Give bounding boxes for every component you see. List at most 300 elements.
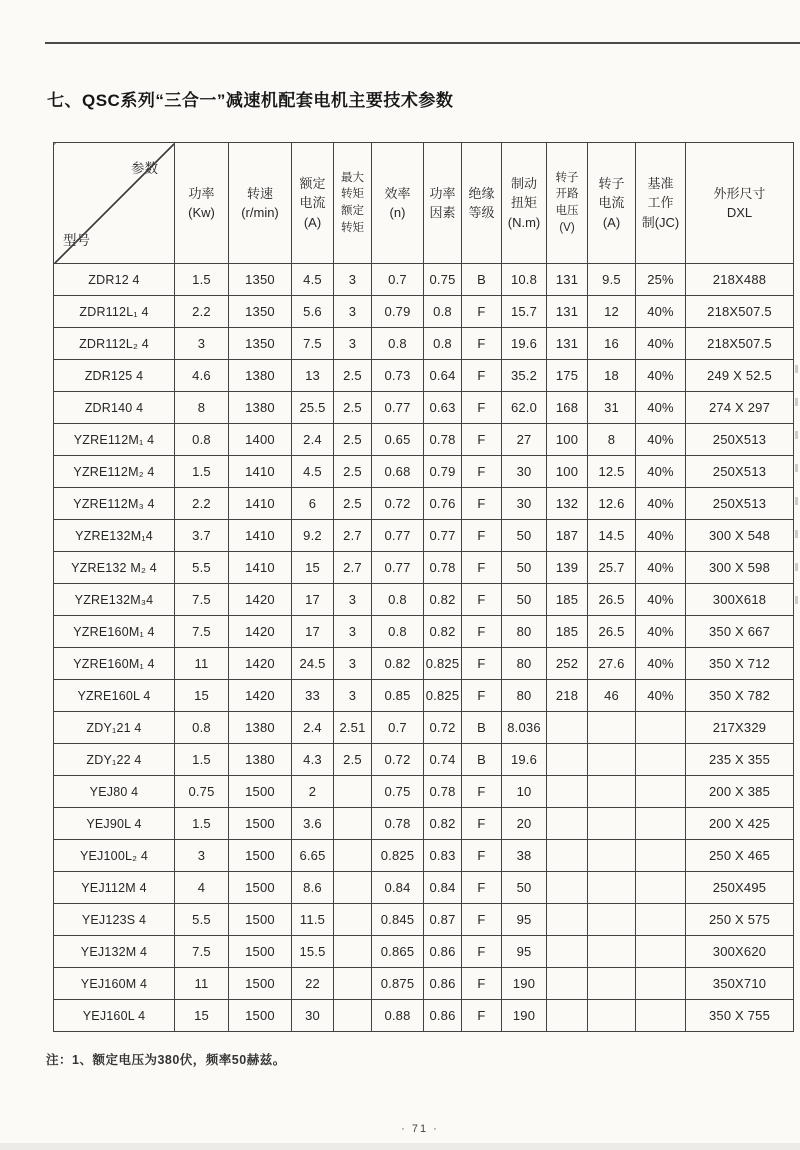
- value-cell: 18: [588, 360, 636, 392]
- value-cell: 0.79: [424, 456, 462, 488]
- value-cell: 31: [588, 392, 636, 424]
- value-cell: 25.7: [588, 552, 636, 584]
- value-cell: 33: [292, 680, 334, 712]
- model-cell: YZRE160M₁ 4: [54, 648, 175, 680]
- value-cell: 24.5: [292, 648, 334, 680]
- value-cell: 1.5: [175, 744, 229, 776]
- value-cell: 0.79: [372, 296, 424, 328]
- value-cell: 0.8: [372, 584, 424, 616]
- value-cell: 2.4: [292, 424, 334, 456]
- table-row: [54, 392, 794, 424]
- value-cell: 2.5: [334, 456, 372, 488]
- value-cell: 50: [502, 872, 547, 904]
- value-cell: 175: [547, 360, 588, 392]
- value-cell: [547, 1000, 588, 1032]
- value-cell: 0.75: [424, 264, 462, 296]
- value-cell: 0.825: [424, 680, 462, 712]
- value-cell: [588, 936, 636, 968]
- value-cell: 2.2: [175, 296, 229, 328]
- value-cell: 3: [334, 264, 372, 296]
- table-row: [54, 552, 794, 584]
- value-cell: 2.5: [334, 424, 372, 456]
- value-cell: 350 X 667: [686, 616, 794, 648]
- value-cell: 1420: [229, 584, 292, 616]
- value-cell: 168: [547, 392, 588, 424]
- value-cell: 30: [502, 456, 547, 488]
- value-cell: 0.8: [175, 712, 229, 744]
- value-cell: [334, 840, 372, 872]
- model-cell: ZDR125 4: [54, 360, 175, 392]
- model-cell: ZDR12 4: [54, 264, 175, 296]
- table-header-row: [54, 143, 794, 264]
- table-row: [54, 776, 794, 808]
- value-cell: 17: [292, 616, 334, 648]
- value-cell: 1380: [229, 392, 292, 424]
- value-cell: 10: [502, 776, 547, 808]
- value-cell: 3.6: [292, 808, 334, 840]
- value-cell: [547, 712, 588, 744]
- value-cell: [588, 872, 636, 904]
- value-cell: 0.7: [372, 264, 424, 296]
- table-row: [54, 904, 794, 936]
- value-cell: 2.5: [334, 360, 372, 392]
- value-cell: 38: [502, 840, 547, 872]
- column-header: 额定 电流 (A): [292, 143, 334, 264]
- value-cell: 19.6: [502, 328, 547, 360]
- value-cell: 2.4: [292, 712, 334, 744]
- value-cell: 2: [292, 776, 334, 808]
- table-row: [54, 488, 794, 520]
- value-cell: 187: [547, 520, 588, 552]
- page-bottom-shadow: [0, 1143, 800, 1150]
- value-cell: [588, 904, 636, 936]
- value-cell: 40%: [636, 552, 686, 584]
- value-cell: 2.7: [334, 552, 372, 584]
- value-cell: 15.7: [502, 296, 547, 328]
- value-cell: [547, 904, 588, 936]
- value-cell: 8: [588, 424, 636, 456]
- model-cell: YEJ160L 4: [54, 1000, 175, 1032]
- column-header: 外形尺寸 DXL: [686, 143, 794, 264]
- value-cell: 0.8: [424, 296, 462, 328]
- value-cell: 0.72: [372, 744, 424, 776]
- value-cell: 200 X 425: [686, 808, 794, 840]
- value-cell: 1500: [229, 776, 292, 808]
- value-cell: 11: [175, 648, 229, 680]
- value-cell: 15: [175, 680, 229, 712]
- model-cell: YEJ80 4: [54, 776, 175, 808]
- value-cell: 185: [547, 616, 588, 648]
- page-number: · 71 ·: [401, 1123, 439, 1135]
- model-cell: ZDR112L₁ 4: [54, 296, 175, 328]
- value-cell: [588, 968, 636, 1000]
- table-row: [54, 520, 794, 552]
- value-cell: 95: [502, 904, 547, 936]
- value-cell: [636, 744, 686, 776]
- model-cell: YZRE160L 4: [54, 680, 175, 712]
- value-cell: [636, 840, 686, 872]
- value-cell: 7.5: [175, 936, 229, 968]
- value-cell: 1350: [229, 328, 292, 360]
- value-cell: 40%: [636, 616, 686, 648]
- value-cell: 11.5: [292, 904, 334, 936]
- value-cell: 300X618: [686, 584, 794, 616]
- value-cell: F: [462, 424, 502, 456]
- model-cell: YZRE132M₃4: [54, 584, 175, 616]
- value-cell: 2.5: [334, 392, 372, 424]
- value-cell: F: [462, 584, 502, 616]
- table-row: [54, 648, 794, 680]
- value-cell: 40%: [636, 296, 686, 328]
- value-cell: 40%: [636, 424, 686, 456]
- value-cell: [334, 936, 372, 968]
- value-cell: 17: [292, 584, 334, 616]
- value-cell: [547, 872, 588, 904]
- value-cell: 1400: [229, 424, 292, 456]
- value-cell: 6: [292, 488, 334, 520]
- value-cell: 25.5: [292, 392, 334, 424]
- value-cell: 1380: [229, 744, 292, 776]
- value-cell: 218X488: [686, 264, 794, 296]
- value-cell: 218: [547, 680, 588, 712]
- value-cell: 4.3: [292, 744, 334, 776]
- value-cell: [334, 1000, 372, 1032]
- value-cell: 95: [502, 936, 547, 968]
- table-row: [54, 424, 794, 456]
- value-cell: 0.72: [372, 488, 424, 520]
- value-cell: 5.5: [175, 904, 229, 936]
- model-cell: YEJ123S 4: [54, 904, 175, 936]
- model-cell: ZDR140 4: [54, 392, 175, 424]
- spec-table: [53, 142, 794, 1032]
- value-cell: 0.64: [424, 360, 462, 392]
- value-cell: 14.5: [588, 520, 636, 552]
- table-row: [54, 744, 794, 776]
- value-cell: 40%: [636, 360, 686, 392]
- value-cell: 1420: [229, 648, 292, 680]
- model-cell: YEJ90L 4: [54, 808, 175, 840]
- value-cell: 1380: [229, 712, 292, 744]
- value-cell: [547, 936, 588, 968]
- value-cell: [547, 808, 588, 840]
- value-cell: 0.86: [424, 936, 462, 968]
- value-cell: 131: [547, 296, 588, 328]
- value-cell: 7.5: [175, 584, 229, 616]
- value-cell: [588, 840, 636, 872]
- value-cell: 0.825: [424, 648, 462, 680]
- value-cell: 190: [502, 968, 547, 1000]
- value-cell: 0.75: [175, 776, 229, 808]
- value-cell: 0.82: [424, 584, 462, 616]
- value-cell: 2.7: [334, 520, 372, 552]
- value-cell: 0.82: [424, 616, 462, 648]
- value-cell: 250 X 575: [686, 904, 794, 936]
- value-cell: 0.8: [372, 328, 424, 360]
- value-cell: 0.83: [424, 840, 462, 872]
- value-cell: 249 X 52.5: [686, 360, 794, 392]
- value-cell: 0.845: [372, 904, 424, 936]
- value-cell: 13: [292, 360, 334, 392]
- value-cell: [588, 712, 636, 744]
- value-cell: 0.74: [424, 744, 462, 776]
- value-cell: 7.5: [292, 328, 334, 360]
- footnote: 注：1、额定电压为380伏，频率50赫兹。: [46, 1053, 286, 1067]
- value-cell: 0.65: [372, 424, 424, 456]
- value-cell: 0.78: [424, 776, 462, 808]
- value-cell: 0.78: [372, 808, 424, 840]
- value-cell: 15.5: [292, 936, 334, 968]
- value-cell: 1410: [229, 488, 292, 520]
- value-cell: [547, 744, 588, 776]
- table-row: [54, 296, 794, 328]
- model-cell: ZDY₁21 4: [54, 712, 175, 744]
- value-cell: 100: [547, 424, 588, 456]
- model-cell: YEJ100L₂ 4: [54, 840, 175, 872]
- value-cell: 3: [334, 616, 372, 648]
- table-row: [54, 968, 794, 1000]
- value-cell: B: [462, 264, 502, 296]
- value-cell: 3: [334, 648, 372, 680]
- value-cell: 16: [588, 328, 636, 360]
- value-cell: [588, 776, 636, 808]
- value-cell: 139: [547, 552, 588, 584]
- column-header: 制动 扭矩 (N.m): [502, 143, 547, 264]
- value-cell: 0.77: [372, 552, 424, 584]
- value-cell: 218X507.5: [686, 328, 794, 360]
- value-cell: 1350: [229, 296, 292, 328]
- value-cell: 80: [502, 680, 547, 712]
- value-cell: [547, 968, 588, 1000]
- value-cell: B: [462, 712, 502, 744]
- table-row: [54, 808, 794, 840]
- spec-table-container: [53, 142, 794, 1032]
- value-cell: 1500: [229, 808, 292, 840]
- value-cell: 80: [502, 648, 547, 680]
- model-cell: YEJ112M 4: [54, 872, 175, 904]
- value-cell: 217X329: [686, 712, 794, 744]
- value-cell: 300X620: [686, 936, 794, 968]
- value-cell: 3: [334, 584, 372, 616]
- value-cell: 4.6: [175, 360, 229, 392]
- value-cell: [334, 968, 372, 1000]
- value-cell: F: [462, 488, 502, 520]
- value-cell: 80: [502, 616, 547, 648]
- value-cell: 350 X 712: [686, 648, 794, 680]
- column-header: 转速 (r/min): [229, 143, 292, 264]
- value-cell: [588, 1000, 636, 1032]
- value-cell: 4.5: [292, 456, 334, 488]
- value-cell: 3: [334, 296, 372, 328]
- value-cell: 1500: [229, 872, 292, 904]
- column-header: 转子 电流 (A): [588, 143, 636, 264]
- value-cell: F: [462, 328, 502, 360]
- table-row: [54, 360, 794, 392]
- value-cell: 2.2: [175, 488, 229, 520]
- value-cell: F: [462, 872, 502, 904]
- value-cell: 0.82: [372, 648, 424, 680]
- top-horizontal-rule: [45, 42, 800, 44]
- value-cell: 250X513: [686, 424, 794, 456]
- value-cell: 50: [502, 520, 547, 552]
- value-cell: [636, 776, 686, 808]
- value-cell: [334, 808, 372, 840]
- value-cell: 0.77: [372, 520, 424, 552]
- value-cell: 200 X 385: [686, 776, 794, 808]
- value-cell: 218X507.5: [686, 296, 794, 328]
- value-cell: F: [462, 296, 502, 328]
- value-cell: 8: [175, 392, 229, 424]
- value-cell: 0.7: [372, 712, 424, 744]
- value-cell: [334, 872, 372, 904]
- value-cell: 1420: [229, 680, 292, 712]
- value-cell: 300 X 598: [686, 552, 794, 584]
- value-cell: 1500: [229, 904, 292, 936]
- table-row: [54, 616, 794, 648]
- value-cell: F: [462, 776, 502, 808]
- column-header: 转子 开路 电压 (V): [547, 143, 588, 264]
- model-cell: YZRE132 M₂ 4: [54, 552, 175, 584]
- corner-header-cell: [54, 143, 175, 264]
- value-cell: [547, 840, 588, 872]
- value-cell: 8.036: [502, 712, 547, 744]
- value-cell: 0.8: [424, 328, 462, 360]
- value-cell: 0.87: [424, 904, 462, 936]
- value-cell: F: [462, 456, 502, 488]
- value-cell: F: [462, 552, 502, 584]
- value-cell: 0.77: [424, 520, 462, 552]
- value-cell: [547, 776, 588, 808]
- model-cell: YZRE160M₁ 4: [54, 616, 175, 648]
- value-cell: 0.875: [372, 968, 424, 1000]
- value-cell: 250X513: [686, 456, 794, 488]
- column-header: 功率 (Kw): [175, 143, 229, 264]
- value-cell: [636, 936, 686, 968]
- value-cell: 185: [547, 584, 588, 616]
- value-cell: 2.5: [334, 744, 372, 776]
- value-cell: 1.5: [175, 456, 229, 488]
- value-cell: 100: [547, 456, 588, 488]
- value-cell: 12.6: [588, 488, 636, 520]
- value-cell: 300 X 548: [686, 520, 794, 552]
- value-cell: [588, 808, 636, 840]
- value-cell: 35.2: [502, 360, 547, 392]
- value-cell: 40%: [636, 648, 686, 680]
- value-cell: 0.75: [372, 776, 424, 808]
- value-cell: 27: [502, 424, 547, 456]
- value-cell: 12: [588, 296, 636, 328]
- table-row: [54, 584, 794, 616]
- value-cell: 1500: [229, 968, 292, 1000]
- value-cell: 40%: [636, 488, 686, 520]
- model-cell: YZRE112M₂ 4: [54, 456, 175, 488]
- model-cell: YEJ132M 4: [54, 936, 175, 968]
- value-cell: F: [462, 936, 502, 968]
- value-cell: 5.6: [292, 296, 334, 328]
- value-cell: 1410: [229, 552, 292, 584]
- value-cell: F: [462, 1000, 502, 1032]
- value-cell: F: [462, 840, 502, 872]
- value-cell: [334, 776, 372, 808]
- value-cell: 350 X 755: [686, 1000, 794, 1032]
- value-cell: 0.86: [424, 1000, 462, 1032]
- value-cell: 0.82: [424, 808, 462, 840]
- value-cell: F: [462, 680, 502, 712]
- value-cell: 15: [292, 552, 334, 584]
- value-cell: F: [462, 648, 502, 680]
- value-cell: F: [462, 392, 502, 424]
- model-cell: YZRE112M₃ 4: [54, 488, 175, 520]
- value-cell: 26.5: [588, 616, 636, 648]
- value-cell: 4: [175, 872, 229, 904]
- value-cell: 15: [175, 1000, 229, 1032]
- value-cell: 1.5: [175, 264, 229, 296]
- value-cell: [334, 904, 372, 936]
- value-cell: 3.7: [175, 520, 229, 552]
- value-cell: 2.5: [334, 488, 372, 520]
- value-cell: 1500: [229, 1000, 292, 1032]
- value-cell: [636, 808, 686, 840]
- value-cell: 0.68: [372, 456, 424, 488]
- model-cell: YZRE132M₁4: [54, 520, 175, 552]
- value-cell: 0.84: [372, 872, 424, 904]
- value-cell: [636, 968, 686, 1000]
- table-row: [54, 456, 794, 488]
- column-header: 功率 因素: [424, 143, 462, 264]
- value-cell: 1500: [229, 840, 292, 872]
- value-cell: 132: [547, 488, 588, 520]
- table-row: [54, 712, 794, 744]
- value-cell: 8.6: [292, 872, 334, 904]
- value-cell: 10.8: [502, 264, 547, 296]
- value-cell: 40%: [636, 680, 686, 712]
- value-cell: 1420: [229, 616, 292, 648]
- column-header: 效率 (n): [372, 143, 424, 264]
- value-cell: 50: [502, 584, 547, 616]
- value-cell: 22: [292, 968, 334, 1000]
- value-cell: 250X495: [686, 872, 794, 904]
- value-cell: 46: [588, 680, 636, 712]
- value-cell: 0.77: [372, 392, 424, 424]
- table-row: [54, 840, 794, 872]
- value-cell: 350X710: [686, 968, 794, 1000]
- model-cell: ZDR112L₂ 4: [54, 328, 175, 360]
- value-cell: 1500: [229, 936, 292, 968]
- value-cell: 50: [502, 552, 547, 584]
- value-cell: F: [462, 904, 502, 936]
- value-cell: 40%: [636, 584, 686, 616]
- value-cell: 0.85: [372, 680, 424, 712]
- table-row: [54, 328, 794, 360]
- value-cell: 20: [502, 808, 547, 840]
- value-cell: 40%: [636, 328, 686, 360]
- value-cell: 0.86: [424, 968, 462, 1000]
- value-cell: 9.2: [292, 520, 334, 552]
- value-cell: 0.84: [424, 872, 462, 904]
- value-cell: F: [462, 520, 502, 552]
- value-cell: 3: [175, 840, 229, 872]
- value-cell: 25%: [636, 264, 686, 296]
- value-cell: 190: [502, 1000, 547, 1032]
- value-cell: 27.6: [588, 648, 636, 680]
- value-cell: 0.865: [372, 936, 424, 968]
- value-cell: 0.72: [424, 712, 462, 744]
- page-edge-print-artifacts: [795, 365, 798, 610]
- table-row: [54, 936, 794, 968]
- value-cell: 40%: [636, 392, 686, 424]
- value-cell: 131: [547, 328, 588, 360]
- value-cell: 40%: [636, 520, 686, 552]
- model-cell: ZDY₁22 4: [54, 744, 175, 776]
